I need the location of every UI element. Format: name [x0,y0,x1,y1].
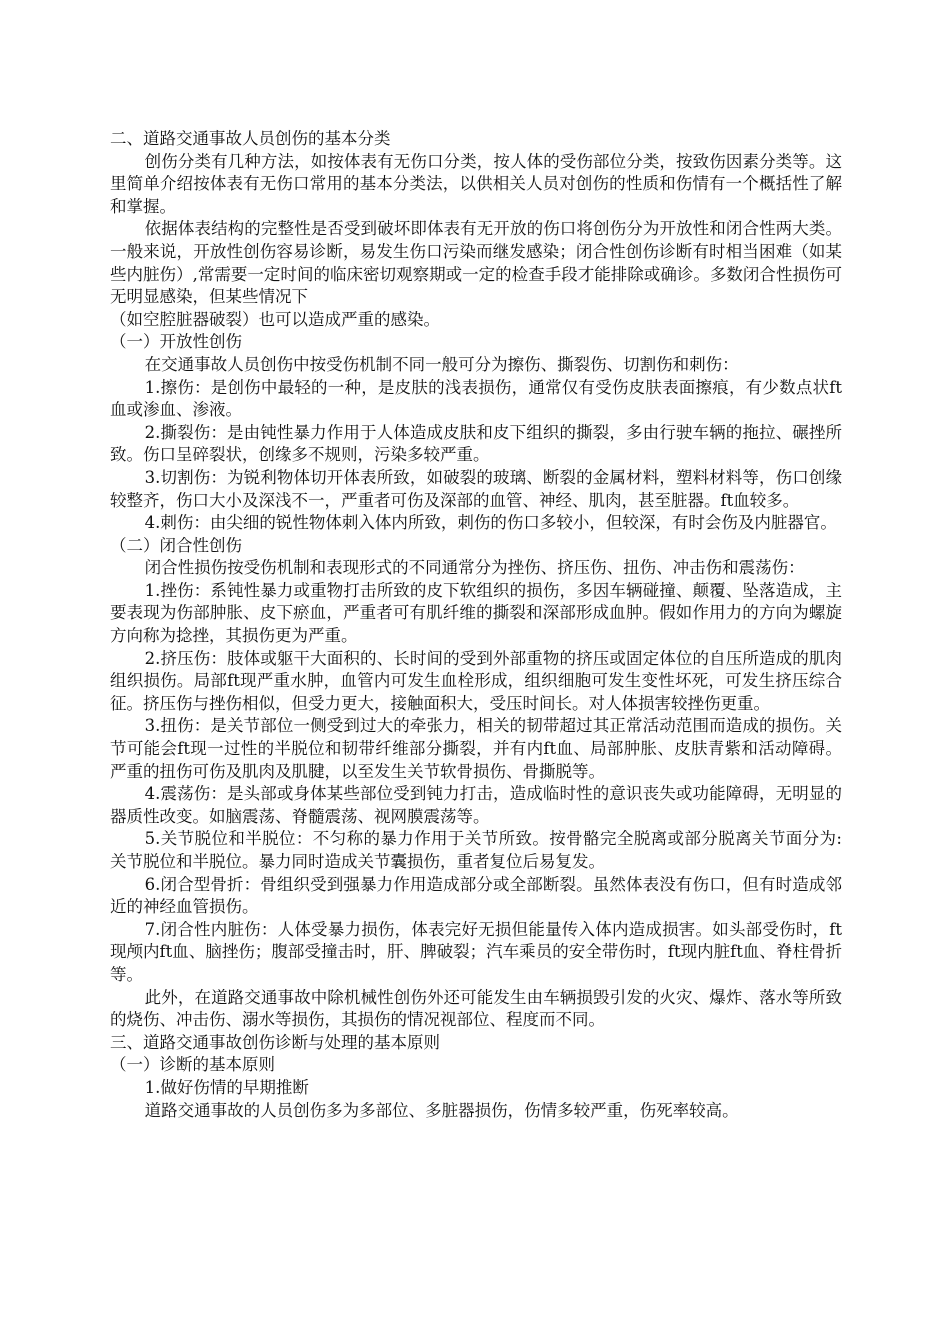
section-3-title: 三、道路交通事故创伤诊断与处理的基本原则 [110,1032,440,1052]
open-trauma-item: 3.切割伤：为锐利物体切开体表所致，如破裂的玻璃、断裂的金属材料，塑料材料等，伤口创缘较整齐，伤口大小及深浅不一，严重者可伤及深部的血管、神经、肌肉，甚至脏器。ft血较多。 [110,467,842,510]
intro-paragraph-2: 依据体表结构的完整性是否受到破坏即体表有无开放的伤口将创伤分为开放性和闭合性两大类。一般来说，开放性创伤容易诊断，易发生伤口污染而继发感染；闭合性创伤诊断有时相当困难（如某些内脏伤）,常需要一定时间的临床密切观察期或一定的检查手段才能排除或确诊。多数闭合性损伤可无明显感染，但某些情况下 [110,219,842,307]
closed-trauma-item: 6.闭合型骨折：骨组织受到强暴力作用造成部分或全部断裂。虽然体表没有伤口，但有时造成邻近的神经血管损伤。 [110,874,842,917]
section-2-title: 二、道路交通事故人员创伤的基本分类 [110,129,391,148]
closed-trauma-item: 5.关节脱位和半脱位：不匀称的暴力作用于关节所致。按骨骼完全脱离或部分脱离关节面分为:关节脱位和半脱位。暴力同时造成关节囊损伤，重者复位后易复发。 [110,829,842,871]
intro-paragraph-1: 创伤分类有几种方法，如按体表有无伤口分类，按人体的受伤部位分类，按致伤因素分类等。这里简单介绍按体表有无伤口常用的基本分类法，以供相关人员对创伤的性质和伤情有一个概括性了解和掌握。 [110,151,842,216]
diagnosis-principles-title: （一）诊断的基本原则 [110,1055,275,1075]
open-trauma-item: 1.擦伤：是创伤中最轻的一种，是皮肤的浅表损伤，通常仅有受伤皮肤表面擦痕，有少数点状ft血或渗血、渗液。 [110,377,842,420]
closed-trauma-title: （二）闭合性创伤 [110,535,242,555]
closed-trauma-item: 7.闭合性内脏伤：人体受暴力损伤，体表完好无损但能量传入体内造成损害。如头部受伤时，ft现颅内ft血、脑挫伤；腹部受撞击时，肝、脾破裂；汽车乘员的安全带伤时，ft现内脏ft血、脊柱骨折等。 [110,919,842,984]
closed-trauma-item: 1.挫伤：系钝性暴力或重物打击所致的皮下软组织的损伤，多因车辆碰撞、颠覆、坠落造成，主要表现为伤部肿胀、皮下瘀血，严重者可有肌纤维的撕裂和深部形成血肿。假如作用力的方向为螺旋方向称为捻挫，其损伤更为严重。 [110,580,842,646]
intro-paragraph-2-continued: （如空腔脏器破裂）也可以造成严重的感染。 [110,309,440,329]
document-page [110,128,842,1122]
closed-trauma-item: 3.扭伤：是关节部位一侧受到过大的牵张力，相关的韧带超过其正常活动范围而造成的损伤。关节可能会ft现一过性的半脱位和韧带纤维部分撕裂，并有内ft血、局部肿胀、皮肤青紫和活动障碍。严重的扭伤可伤及肌肉及肌腱，以至发生关节软骨损伤、骨撕脱等。 [110,716,842,781]
closing-paragraph: 此外，在道路交通事故中除机械性创伤外还可能发生由车辆损毁引发的火灾、爆炸、落水等所致的烧伤、冲击伤、溺水等损伤，其损伤的情况视部位、程度而不同。 [110,987,842,1030]
open-trauma-item: 4.刺伤：由尖细的锐性物体刺入体内所致，刺伤的伤口多较小，但较深，有时会伤及内脏器官。 [144,513,837,533]
closed-trauma-item: 4.震荡伤：是头部或身体某些部位受到钝力打击，造成临时性的意识丧失或功能障碍，无明显的器质性改变。如脑震荡、脊髓震荡、视网膜震荡等。 [110,784,842,826]
open-trauma-item: 2.撕裂伤：是由钝性暴力作用于人体造成皮肤和皮下组织的撕裂，多由行驶车辆的拖拉、碾挫所致。伤口呈碎裂状，创缘多不规则，污染多较严重。 [110,422,842,465]
closed-trauma-item: 2.挤压伤：肢体或躯干大面积的、长时间的受到外部重物的挤压或固定体位的自压所造成的肌肉组织损伤。局部ft现严重水肿，血管内可发生血栓形成，组织细胞可发生变性坏死，可发生挤压综合征。挤压伤与挫伤相似，但受力更大，接触面积大，受压时间长。对人体损害较挫伤更重。 [110,648,842,713]
open-trauma-title: （一）开放性创伤 [110,332,242,352]
closed-trauma-intro: 闭合性损伤按受伤机制和表现形式的不同通常分为挫伤、挤压伤、扭伤、冲击伤和震荡伤： [144,558,805,578]
diagnosis-item-text: 道路交通事故的人员创伤多为多部位、多脏器损伤，伤情多较严重，伤死率较高。 [144,1100,739,1120]
diagnosis-item-title: 1.做好伤情的早期推断 [144,1077,309,1097]
open-trauma-intro: 在交通事故人员创伤中按受伤机制不同一般可分为擦伤、撕裂伤、切割伤和刺伤： [144,354,739,374]
